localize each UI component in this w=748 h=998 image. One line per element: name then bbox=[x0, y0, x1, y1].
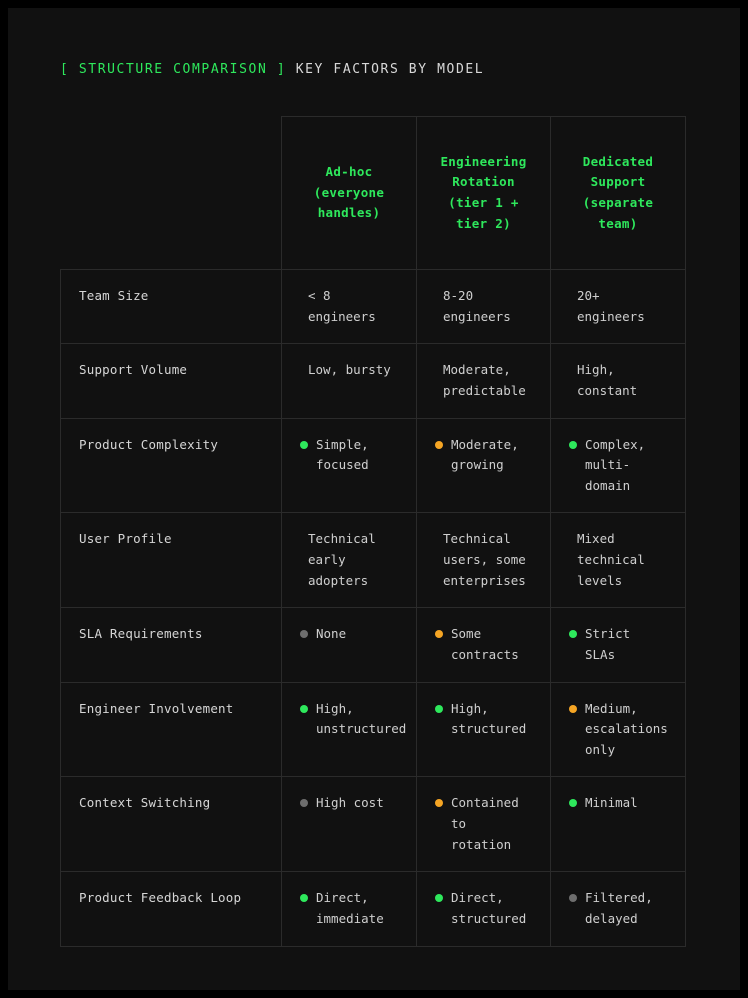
status-dot-green bbox=[569, 441, 577, 449]
cell-text: Technical early adopters bbox=[308, 531, 376, 588]
table-corner-cell bbox=[61, 117, 282, 270]
status-dot-gray bbox=[300, 630, 308, 638]
table-row bbox=[61, 608, 686, 682]
cell-text: Strict SLAs bbox=[585, 626, 631, 662]
cell-product-complexity-rotation bbox=[417, 418, 551, 513]
cell-text: Filtered, delayed bbox=[585, 890, 653, 926]
cell-engineer-involvement-adhoc bbox=[282, 682, 417, 777]
cell-text: Simple, focused bbox=[316, 436, 369, 473]
cell-feedback-loop-rotation bbox=[417, 872, 551, 946]
cell-sla-rotation bbox=[417, 608, 551, 682]
status-dot-green bbox=[569, 799, 577, 807]
cell-text: High, unstructured bbox=[316, 700, 407, 737]
cell-text: Minimal bbox=[585, 795, 638, 811]
cell-team-size-dedicated bbox=[551, 270, 686, 344]
cell-support-volume-adhoc bbox=[282, 344, 417, 418]
comparison-table-wrapper bbox=[60, 116, 685, 947]
table-body bbox=[61, 270, 686, 947]
cell-text: < 8 engineers bbox=[308, 288, 376, 324]
row-label-support-volume: Support Volume bbox=[61, 344, 282, 418]
status-dot-orange bbox=[435, 441, 443, 449]
cell-text: 20+ engineers bbox=[577, 288, 645, 324]
row-label-engineer-involvement: Engineer Involvement bbox=[61, 682, 282, 777]
cell-engineer-involvement-rotation bbox=[417, 682, 551, 777]
cell-text: Direct, structured bbox=[451, 890, 527, 926]
table-header-row bbox=[61, 117, 686, 270]
cell-text: Mixed technical levels bbox=[577, 531, 645, 588]
page-title-text: KEY FACTORS BY MODEL bbox=[295, 62, 485, 77]
cell-support-volume-rotation bbox=[417, 344, 551, 418]
cell-text: Contained to rotation bbox=[451, 795, 519, 852]
cell-team-size-adhoc bbox=[282, 270, 417, 344]
cell-text: Technical users, some enterprises bbox=[443, 531, 526, 588]
cell-user-profile-adhoc bbox=[282, 513, 417, 608]
cell-text: High, constant bbox=[577, 362, 638, 398]
status-dot-green bbox=[300, 441, 308, 449]
row-label-sla-requirements: SLA Requirements bbox=[61, 608, 282, 682]
cell-text: Moderate, predictable bbox=[443, 362, 526, 398]
cell-engineer-involvement-dedicated bbox=[551, 682, 686, 777]
table-row bbox=[61, 270, 686, 344]
cell-sla-dedicated bbox=[551, 608, 686, 682]
status-dot-green bbox=[435, 894, 443, 902]
column-header-dedicated-support: Dedicated Support (separate team) bbox=[551, 117, 686, 270]
table-row bbox=[61, 682, 686, 777]
cell-text: 8-20 engineers bbox=[443, 288, 511, 324]
cell-text: Moderate, growing bbox=[451, 436, 519, 473]
cell-support-volume-dedicated bbox=[551, 344, 686, 418]
cell-context-switching-dedicated bbox=[551, 777, 686, 872]
status-dot-orange bbox=[435, 630, 443, 638]
status-dot-gray bbox=[569, 894, 577, 902]
row-label-product-complexity: Product Complexity bbox=[61, 418, 282, 513]
status-dot-green bbox=[300, 894, 308, 902]
cell-product-complexity-adhoc bbox=[282, 418, 417, 513]
column-header-adhoc: Ad-hoc (everyone handles) bbox=[282, 117, 417, 270]
cell-context-switching-adhoc bbox=[282, 777, 417, 872]
table-head bbox=[61, 117, 686, 270]
cell-text: High, structured bbox=[451, 700, 527, 737]
cell-user-profile-dedicated bbox=[551, 513, 686, 608]
comparison-table bbox=[60, 116, 686, 947]
table-row bbox=[61, 513, 686, 608]
row-label-user-profile: User Profile bbox=[61, 513, 282, 608]
status-dot-orange bbox=[435, 799, 443, 807]
page-title bbox=[60, 62, 484, 77]
table-row bbox=[61, 418, 686, 513]
cell-user-profile-rotation bbox=[417, 513, 551, 608]
page-title-tag: [ STRUCTURE COMPARISON ] bbox=[60, 62, 287, 77]
cell-sla-adhoc bbox=[282, 608, 417, 682]
status-dot-green bbox=[300, 705, 308, 713]
column-header-engineering-rotation: Engineering Rotation (tier 1 + tier 2) bbox=[417, 117, 551, 270]
row-label-product-feedback-loop: Product Feedback Loop bbox=[61, 872, 282, 946]
status-dot-orange bbox=[569, 705, 577, 713]
status-dot-green bbox=[435, 705, 443, 713]
cell-text: Complex, multi-domain bbox=[585, 436, 646, 493]
row-label-team-size: Team Size bbox=[61, 270, 282, 344]
cell-feedback-loop-dedicated bbox=[551, 872, 686, 946]
table-row bbox=[61, 872, 686, 946]
document-page bbox=[8, 8, 740, 990]
cell-team-size-rotation bbox=[417, 270, 551, 344]
cell-product-complexity-dedicated bbox=[551, 418, 686, 513]
status-dot-gray bbox=[300, 799, 308, 807]
cell-feedback-loop-adhoc bbox=[282, 872, 417, 946]
cell-text: High cost bbox=[316, 795, 384, 811]
cell-text: None bbox=[316, 626, 347, 642]
row-label-context-switching: Context Switching bbox=[61, 777, 282, 872]
table-row bbox=[61, 344, 686, 418]
cell-text: Direct, immediate bbox=[316, 890, 384, 926]
cell-text: Medium, escalations only bbox=[585, 700, 668, 757]
status-dot-green bbox=[569, 630, 577, 638]
cell-context-switching-rotation bbox=[417, 777, 551, 872]
cell-text: Low, bursty bbox=[308, 362, 391, 378]
table-row bbox=[61, 777, 686, 872]
cell-text: Some contracts bbox=[451, 626, 519, 662]
